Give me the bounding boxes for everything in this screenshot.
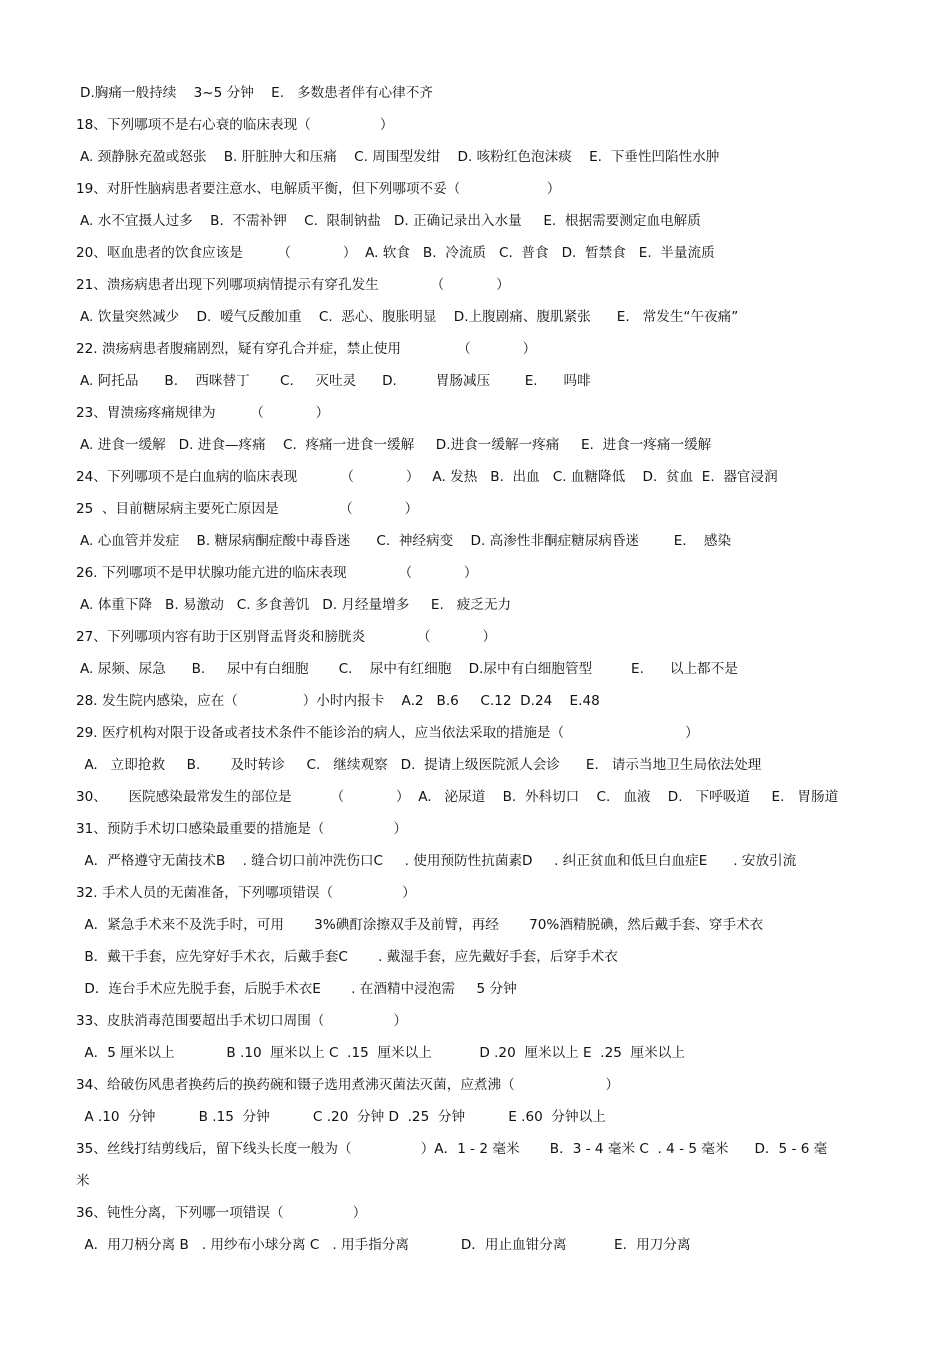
options-23: A. 进食一缓解 D. 进食—疼痛 C. 疼痛一进食一缓解 D.进食一缓解一疼痛 E. 进食一疼痛一缓解 bbox=[80, 437, 712, 453]
options-31: A．严格遵守无菌技术B . 缝合切口前冲洗伤口C . 使用预防性抗菌素D . 纠正贫血和低旦白血症E . 安放引流 bbox=[80, 853, 797, 869]
question-32: 32. 手术人员的无菌准备，下列哪项错误（ ） bbox=[76, 885, 416, 901]
options-21: A. 饮量突然减少 D. 嗳气反酸加重 C. 恶心、腹胀明显 D.上腹剧痛、腹肌紧张 E. 常发生“午夜痛” bbox=[80, 309, 739, 325]
options-19: A. 水不宜摄人过多 B. 不需补钾 C. 限制钠盐 D. 正确记录出入水量 E. 根据需要测定血电解质 bbox=[80, 213, 701, 229]
question-35-continued: 米 bbox=[76, 1173, 90, 1189]
question-34: 34、给破伤风患者换药后的换药碗和镊子选用煮沸灭菌法灭菌，应煮沸（ ） bbox=[76, 1077, 620, 1093]
options-25: A. 心血管并发症 B. 糖尿病酮症酸中毒昏迷 C. 神经病变 D. 高渗性非酮症糖尿病昏迷 E. 感染 bbox=[80, 533, 732, 549]
options-34: A .10 分钟 B .15 分钟 C .20 分钟 D .25 分钟 E .60 分钟以上 bbox=[80, 1109, 606, 1125]
question-22: 22. 溃疡病患者腹痛剧烈，疑有穿孔合并症，禁止使用 （ ） bbox=[76, 341, 537, 357]
options-22: A. 阿托品 B. 西咪替丁 C. 灭吐灵 D. 胃肠减压 E. 吗啡 bbox=[80, 373, 591, 389]
question-36: 36、钝性分离，下列哪一项错误（ ） bbox=[76, 1205, 367, 1221]
options-27: A. 尿频、尿急 B. 尿中有白细胞 C. 尿中有红细胞 D.尿中有白细胞管型 E. 以上都不是 bbox=[80, 661, 738, 677]
options-26: A. 体重下降 B. 易激动 C. 多食善饥 D. 月经量增多 E. 疲乏无力 bbox=[80, 597, 512, 613]
question-28: 28. 发生院内感染，应在（ ）小时内报卡 A.2 B.6 C.12 D.24 E.48 bbox=[76, 693, 600, 709]
question-33: 33、皮肤消毒范围要超出手术切口周围（ ） bbox=[76, 1013, 408, 1029]
options-29: A. 立即抢救 B. 及时转诊 C. 继续观察 D. 提请上级医院派人会诊 E. 请示当地卫生局依法处理 bbox=[80, 757, 762, 773]
question-26: 26. 下列哪项不是甲状腺功能亢进的临床表现 （ ） bbox=[76, 565, 478, 581]
question-27: 27、下列哪项内容有助于区别肾盂肾炎和膀胱炎 （ ） bbox=[76, 629, 497, 645]
question-25: 25 、目前糖尿病主要死亡原因是 （ ） bbox=[76, 501, 419, 517]
question-19: 19、对肝性脑病患者要注意水、电解质平衡，但下列哪项不妥（ ） bbox=[76, 181, 561, 197]
options-32-b: B．戴干手套，应先穿好手术衣，后戴手套C . 戴湿手套，应先戴好手套，后穿手术衣 bbox=[80, 949, 618, 965]
options-18: A. 颈静脉充盈或怒张 B. 肝脏肿大和压痛 C. 周围型发绀 D. 咳粉红色泡沫痰 E. 下垂性凹陷性水肿 bbox=[80, 149, 720, 165]
question-21: 21、溃疡病患者出现下列哪项病情提示有穿孔发生 （ ） bbox=[76, 277, 510, 293]
question-24: 24、下列哪项不是白血病的临床表现 （ ） A. 发热 B. 出血 C. 血糖降低 D. 贫血 E. 器官浸润 bbox=[76, 469, 778, 485]
question-31: 31、预防手术切口感染最重要的措施是（ ） bbox=[76, 821, 408, 837]
options-32-d: D．连台手术应先脱手套，后脱手术衣E . 在酒精中浸泡需 5 分钟 bbox=[80, 981, 517, 997]
options-36: A．用刀柄分离 B . 用纱布小球分离 C . 用手指分离 D．用止血钳分离 E．用刀分离 bbox=[80, 1237, 691, 1253]
question-29: 29. 医疗机构对限于设备或者技术条件不能诊治的病人，应当依法采取的措施是（ ） bbox=[76, 725, 699, 741]
text-line: D.胸痛一般持续 3~5 分钟 E. 多数患者伴有心律不齐 bbox=[80, 85, 433, 101]
options-32-a: A．紧急手术来不及洗手时，可用 3%碘酊涂擦双手及前臂，再经 70%酒精脱碘，然后戴手套、穿手术衣 bbox=[80, 917, 764, 933]
question-23: 23、胃溃疡疼痛规律为 （ ） bbox=[76, 405, 330, 421]
question-35: 35、丝线打结剪线后，留下线头长度一般为（ ）A．1 - 2 毫米 B．3 - 4 毫米 C . 4 - 5 毫米 D．5 - 6 毫 bbox=[76, 1141, 828, 1157]
options-33: A．5 厘米以上 B .10 厘米以上 C .15 厘米以上 D .20 厘米以上 E .25 厘米以上 bbox=[80, 1045, 685, 1061]
question-20: 20、呕血患者的饮食应该是 （ ） A. 软食 B. 冷流质 C. 普食 D. 暂禁食 E. 半量流质 bbox=[76, 245, 715, 261]
question-30: 30、 医院感染最常发生的部位是 （ ） A. 泌尿道 B. 外科切口 C. 血液 D. 下呼吸道 E. 胃肠道 bbox=[76, 789, 839, 805]
question-18: 18、下列哪项不是右心衰的临床表现（ ） bbox=[76, 117, 394, 133]
